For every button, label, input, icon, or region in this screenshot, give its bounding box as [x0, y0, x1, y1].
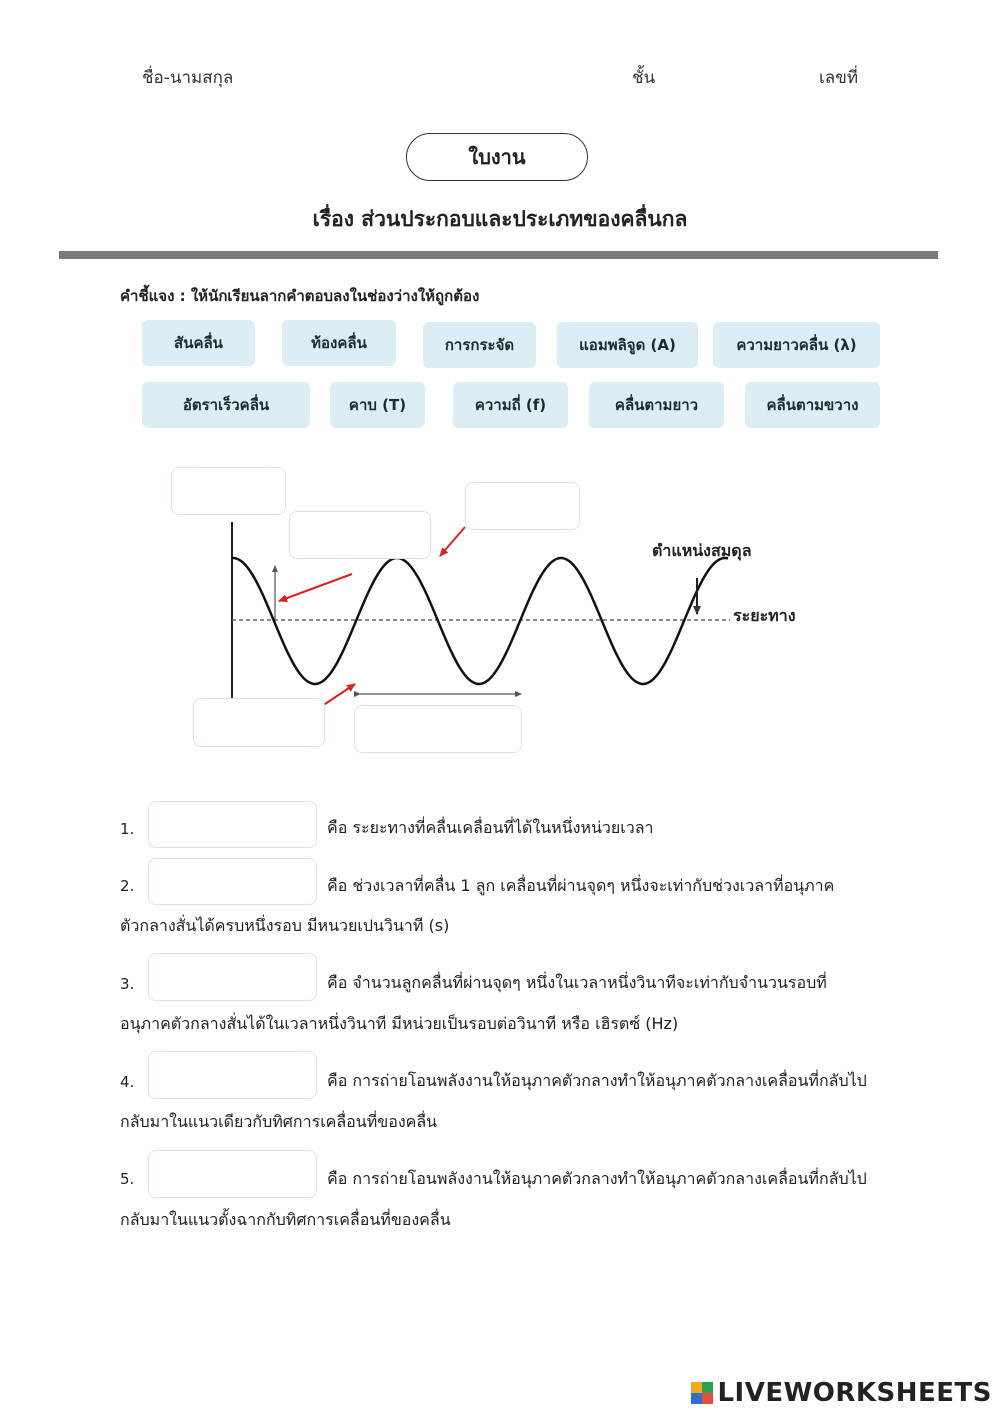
question-number: 1. — [120, 820, 135, 838]
brand-name: LIVEWORKSHEETS — [717, 1378, 992, 1408]
worksheet-subtitle: เรื่อง ส่วนประกอบและประเภทของคลื่นกล — [312, 207, 688, 231]
question-text-cont: ตัวกลางสั่นได้ครบหนึ่งรอบ มีหนวยเปนวินาที (s) — [120, 916, 450, 935]
word-chip[interactable]: การกระจัด — [423, 322, 536, 368]
word-chip[interactable]: สันคลื่น — [142, 320, 255, 366]
question-text: คือ ระยะทางที่คลื่นเคลื่อนที่ได้ในหนึ่งหน่วยเวลา — [327, 818, 654, 837]
diagram-drop-box-5[interactable] — [354, 705, 522, 753]
word-chip[interactable]: คาบ (T) — [330, 382, 425, 428]
answer-drop-box-4[interactable] — [148, 1051, 317, 1099]
pointer-arrow-crest — [440, 527, 465, 556]
word-chip[interactable]: ความถี่ (f) — [453, 382, 568, 428]
wave-curve — [232, 558, 728, 684]
pointer-arrow-trough — [322, 684, 355, 706]
diagram-drop-box-2[interactable] — [289, 511, 431, 559]
pointer-arrow-displacement — [279, 574, 352, 601]
answer-drop-box-1[interactable] — [148, 801, 317, 848]
word-chip[interactable]: คลื่นตามขวาง — [745, 382, 880, 428]
equilibrium-label: ตำแหน่งสมดุล — [652, 541, 752, 560]
name-label: ชื่อ-นามสกุล — [142, 68, 234, 88]
question-number: 3. — [120, 975, 135, 993]
question-number: 2. — [120, 877, 135, 895]
brand — [691, 1378, 992, 1408]
question-number: 5. — [120, 1170, 135, 1188]
question-text: คือ การถ่ายโอนพลังงานให้อนุภาคตัวกลางทำให้อนุภาคตัวกลางเคลื่อนที่กลับไป — [327, 1169, 867, 1188]
answer-drop-box-2[interactable] — [148, 858, 317, 905]
diagram-drop-box-1[interactable] — [171, 467, 286, 515]
word-chip[interactable]: ความยาวคลื่น (λ) — [713, 322, 880, 368]
answer-drop-box-3[interactable] — [148, 953, 317, 1001]
question-text-cont: อนุภาคตัวกลางสั่นได้ในเวลาหนึ่งวินาที มีหน่วยเป็นรอบต่อวินาที หรือ เฮิรตซ์ (Hz) — [120, 1014, 679, 1033]
diagram-drop-box-4[interactable] — [193, 698, 325, 747]
diagram-drop-box-3[interactable] — [465, 482, 580, 530]
distance-label: ระยะทาง — [733, 606, 796, 625]
question-number: 4. — [120, 1073, 135, 1091]
word-chip[interactable]: ท้องคลื่น — [282, 320, 396, 366]
word-chip[interactable]: แอมพลิจูด (A) — [557, 322, 698, 368]
class-label: ชั้น — [632, 68, 656, 88]
question-text-cont: กลับมาในแนวเดียวกับทิศการเคลื่อนที่ของคลื่น — [120, 1112, 438, 1131]
question-text: คือ ช่วงเวลาที่คลื่น 1 ลูก เคลื่อนที่ผ่านจุดๆ หนึ่งจะเท่ากับช่วงเวลาที่อนุภาค — [327, 876, 835, 895]
answer-drop-box-5[interactable] — [148, 1150, 317, 1198]
worksheet-title: ใบงาน — [406, 133, 588, 181]
word-chip[interactable]: คลื่นตามยาว — [589, 382, 724, 428]
brand-logo-icon — [691, 1382, 713, 1404]
question-text: คือ การถ่ายโอนพลังงานให้อนุภาคตัวกลางทำให้อนุภาคตัวกลางเคลื่อนที่กลับไป — [327, 1071, 867, 1090]
number-label: เลขที่ — [819, 68, 859, 88]
instruction: คำชี้แจง : ให้นักเรียนลากคำตอบลงในช่องว่างให้ถูกต้อง — [120, 287, 480, 305]
question-text-cont: กลับมาในแนวตั้งฉากกับทิศการเคลื่อนที่ของคลื่น — [120, 1210, 451, 1229]
question-text: คือ จำนวนลูกคลื่นที่ผ่านจุดๆ หนึ่งในเวลาหนึ่งวินาทีจะเท่ากับจำนวนรอบที่ — [327, 973, 827, 992]
word-chip[interactable]: อัตราเร็วคลื่น — [142, 382, 310, 428]
